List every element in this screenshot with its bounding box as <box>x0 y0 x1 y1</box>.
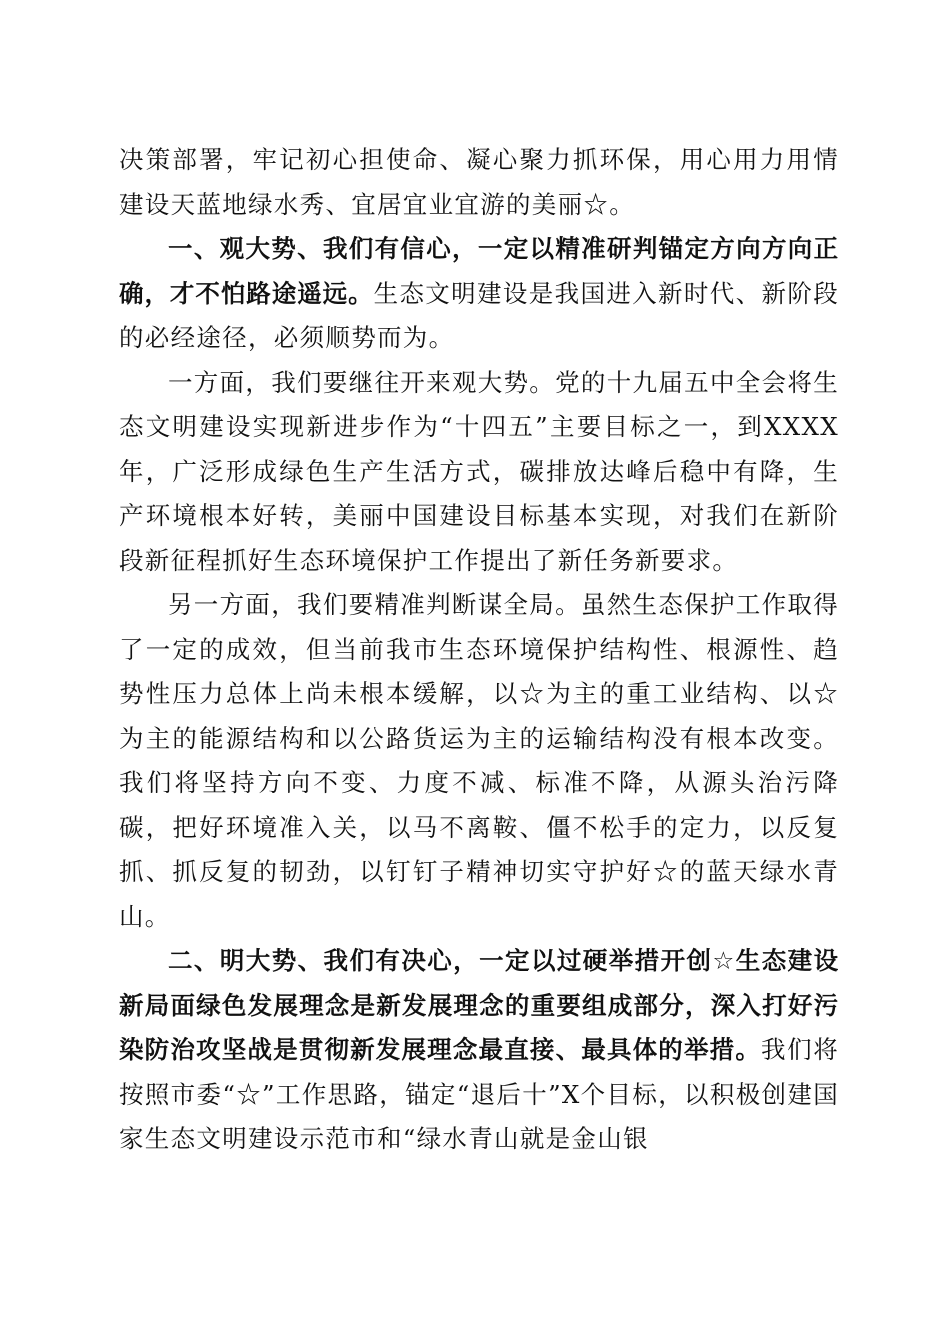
paragraph-other-hand <box>119 583 839 939</box>
section-two-paragraph <box>119 939 839 1162</box>
paragraph-text: 决策部署，牢记初心担使命、凝心聚力抓环保，用心用力用情建设天蓝地绿水秀、宜居宜业宜游的美丽☆。 <box>119 145 839 219</box>
section-heading: 二、明大势、我们有决心，一定以过硬举措开创☆生态建设新局面绿色发展理念是新发展理念的重要组成部分，深入打好污染防治攻坚战是贯彻新发展理念最直接、最具体的举措。 <box>119 946 839 1064</box>
paragraph-text: 生态文明建设是我国进入新时代、新阶段的必经途径，必须顺势而为。 <box>119 278 839 352</box>
document-body <box>119 138 839 1162</box>
section-one-paragraph <box>119 227 839 361</box>
paragraph-text: 另一方面，我们要精准判断谋全局。虽然生态保护工作取得了一定的成效，但当前我市生态环境保护结构性、根源性、趋势性压力总体上尚未根本缓解，以☆为主的重工业结构、以☆为主的能源结构和以公路货运为主的运输结构没有根本改变。我们将坚持方向不变、力度不减、标准不降，从源头治污降碳，把好环境准入关，以马不离鞍、僵不松手的定力，以反复抓、抓反复的韧劲，以钉钉子精神切实守护好☆的蓝天绿水青山。 <box>119 590 839 931</box>
paragraph-text: 一方面，我们要继往开来观大势。党的十九届五中全会将生态文明建设实现新进步作为“十四五”主要目标之一，到XXXX年，广泛形成绿色生产生活方式，碳排放达峰后稳中有降，生产环境根本好转，美丽中国建设目标基本实现，对我们在新阶段新征程抓好生态环境保护工作提出了新任务新要求。 <box>119 367 839 575</box>
paragraph-one-hand <box>119 361 839 584</box>
section-heading: 一、观大势、我们有信心，一定以精准研判锚定方向方向正确，才不怕路途遥远。 <box>119 234 839 308</box>
paragraph-intro <box>119 138 839 227</box>
paragraph-text: 我们将按照市委“☆”工作思路，锚定“退后十”X个目标，以积极创建国家生态文明建设示范市和“绿水青山就是金山银 <box>119 1035 839 1153</box>
